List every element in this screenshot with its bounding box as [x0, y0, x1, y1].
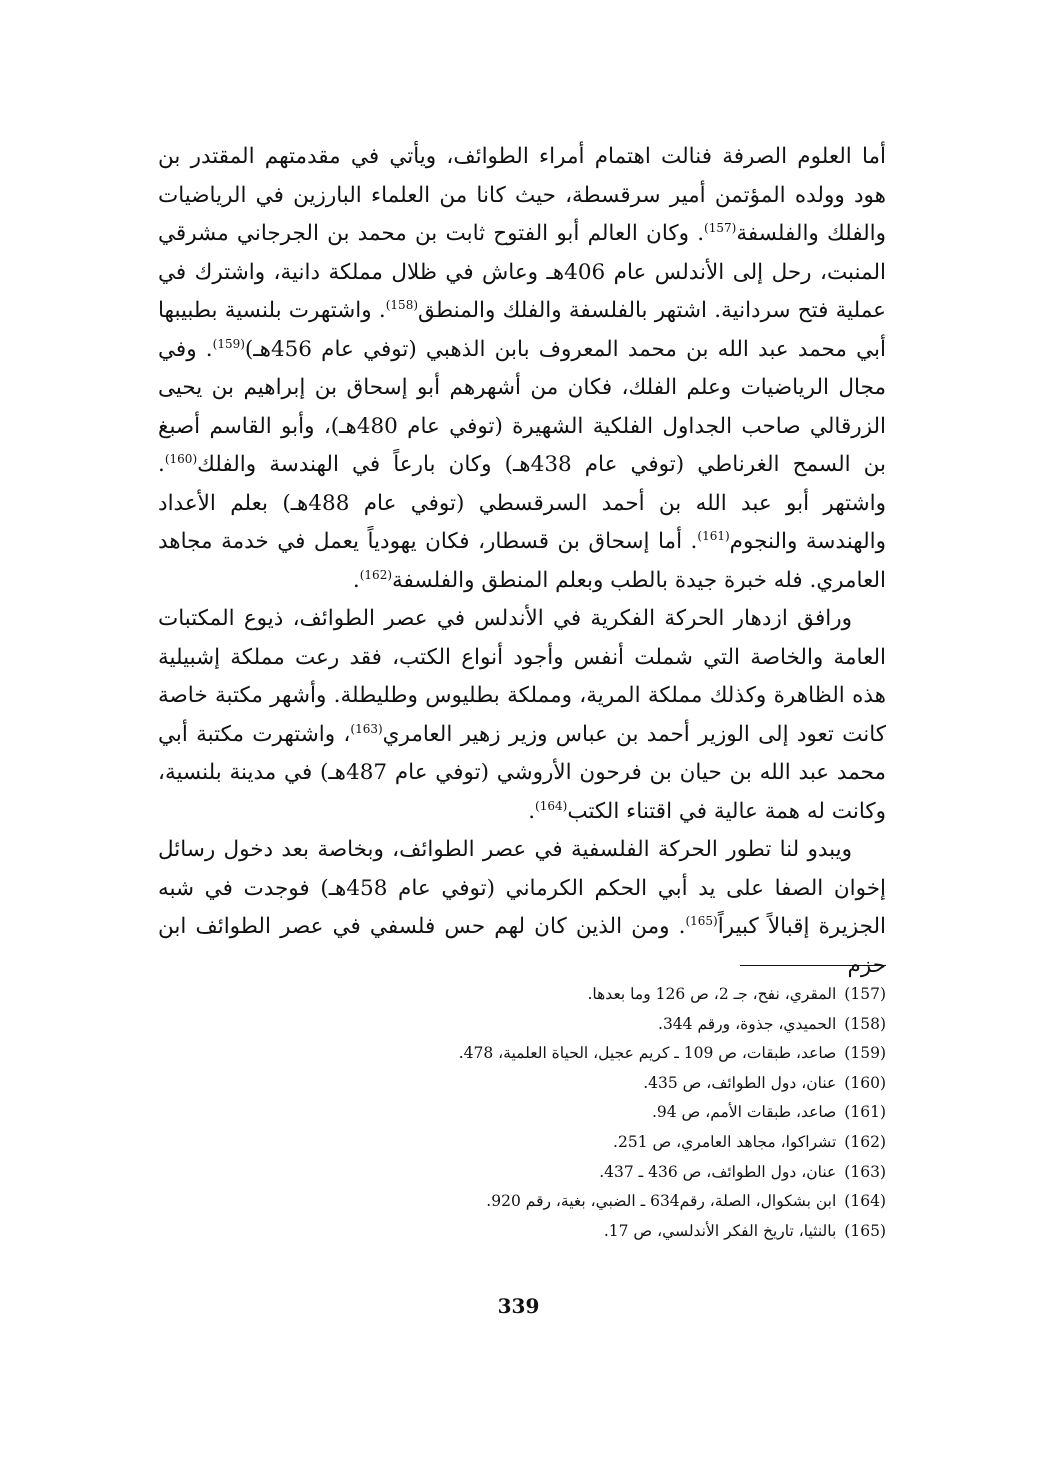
text-run: . واشتهرت بلنسية بطبيبها أبي محمد عبد الله بن محمد المعروف بابن الذهبي (توفي عام 456هـ)	[158, 298, 887, 362]
text-run: .	[528, 798, 536, 824]
footnote-reference: (157)	[704, 220, 737, 235]
footnote-text: عنان، دول الطوائف، ص 436 ـ 437.	[599, 1162, 837, 1181]
footnote-number: (157)	[844, 985, 886, 1003]
footnote-separator	[740, 965, 886, 966]
text-run: . ومن الذين كان لهم حس فلسفي في عصر الطوائف ابن حزم	[158, 914, 886, 978]
footnote-text: تشراكوا، مجاهد العامري، ص 251.	[613, 1132, 837, 1151]
footnote-reference: (163)	[350, 721, 383, 736]
paragraph	[158, 831, 886, 985]
main-text	[158, 138, 886, 985]
footnote-number: (160)	[844, 1073, 886, 1092]
footnote	[300, 1098, 886, 1128]
footnote-reference: (161)	[697, 528, 730, 543]
text-run: ويبدو لنا تطور الحركة الفلسفية في عصر الطوائف، وبخاصة بعد دخول رسائل إخوان الصفا على يد أبي الحكم الكرماني (توفي عام 458هـ) فوجدت في شبه الجزيرة إقبالاً كبيراً	[158, 837, 886, 939]
text-run: . واشتهر أبو عبد الله بن أحمد السرقسطي (توفي عام 488هـ) بعلم الأعداد والهندسة والنجوم	[158, 452, 886, 554]
text-run: ، واشتهرت مكتبة أبي محمد عبد الله بن حيان بن فرحون الأروشي (توفي عام 487هـ) في مدينة بلنسية، وكانت له همة عالية في اقتناء الكتب	[158, 721, 887, 824]
footnote	[300, 980, 886, 1010]
footnote-number: (162)	[844, 1132, 886, 1151]
footnote-reference: (160)	[164, 451, 198, 466]
footnote-number: (165)	[844, 1221, 886, 1240]
footnote	[300, 1010, 886, 1040]
footnote-text: عنان، دول الطوائف، ص 435.	[643, 1073, 837, 1092]
footnote-number: (163)	[844, 1162, 886, 1181]
text-run: . وفي مجال الرياضيات وعلم الفلك، فكان من أشهرهم أبو إسحاق بن إبراهيم بن يحيى الزرقالي صاحب الجداول الفلكية الشهيرة (توفي عام 480هـ)، وأبو القاسم أصبغ بن السمح الغرناطي (توفي عام 438هـ) وكان بارعاً في الهندسة والفلك	[158, 336, 887, 477]
footnote	[300, 1217, 886, 1247]
footnote	[300, 1039, 886, 1069]
paragraph	[158, 138, 886, 600]
text-run: ورافق ازدهار الحركة الفكرية في الأندلس في عصر الطوائف، ذيوع المكتبات العامة والخاصة التي شملت أنفس وأجود أنواع الكتب، فقد رعت مملكة إشبيلية هذه الظاهرة وكذلك مملكة المرية، ومملكة بطليوس وطليطلة. وأشهر مكتبة خاصة كانت تعود إلى الوزير أحمد بن عباس وزير زهير العامري	[158, 606, 886, 747]
footnote-reference: (159)	[212, 336, 245, 351]
text-run: .	[352, 567, 360, 593]
footnote-text: صاعد، طبقات، ص 109 ـ كريم عجيل، الحياة العلمية، 478.	[458, 1044, 837, 1063]
footnote	[300, 1187, 886, 1217]
footnote-reference: (158)	[385, 297, 419, 312]
footnote-number: (164)	[844, 1192, 886, 1211]
paragraph	[158, 600, 886, 831]
footnote-text: صاعد، طبقات الأمم، ص 94.	[651, 1103, 837, 1122]
footnote	[300, 1069, 886, 1099]
page-number: 339	[497, 1294, 540, 1318]
footnote-text: المقري، نفح، جـ 2، ص 126 وما بعدها.	[587, 985, 837, 1003]
footnote-number: (161)	[844, 1103, 886, 1122]
footnote-number: (159)	[844, 1044, 886, 1063]
footnotes	[300, 980, 886, 1246]
footnote	[300, 1158, 886, 1188]
footnote-reference: (164)	[535, 798, 568, 813]
footnote-text: ابن بشكوال، الصلة، رقم634 ـ الضبي، بغية، رقم 920.	[486, 1192, 837, 1211]
footnote-text: الحميدي، جذوة، ورقم 344.	[658, 1014, 837, 1033]
footnote-reference: (165)	[685, 913, 718, 928]
text-run: أما العلوم الصرفة فنالت اهتمام أمراء الطوائف، ويأتي في مقدمتهم المقتدر بن هود وولده المؤتمن أمير سرقسطة، حيث كانا من العلماء البارزين في الرياضيات والفلك والفلسفة	[158, 144, 886, 246]
footnote-reference: (162)	[359, 567, 393, 582]
footnote-number: (158)	[844, 1014, 886, 1033]
text-run: . وكان العالم أبو الفتوح ثابت بن محمد بن الجرجاني مشرقي المنبت، رحل إلى الأندلس عام 406هـ وعاش في ظلال مملكة دانية، واشترك في عملية فتح سردانية. اشتهر بالفلسفة والفلك والمنطق	[158, 221, 887, 323]
footnote-text: بالنثيا، تاريخ الفكر الأندلسي، ص 17.	[603, 1221, 837, 1240]
text-run: . أما إسحاق بن قسطار، فكان يهودياً يعمل في خدمة مجاهد العامري. فله خبرة جيدة بالطب وبعلم المنطق والفلسفة	[158, 529, 886, 593]
footnote	[300, 1128, 886, 1158]
